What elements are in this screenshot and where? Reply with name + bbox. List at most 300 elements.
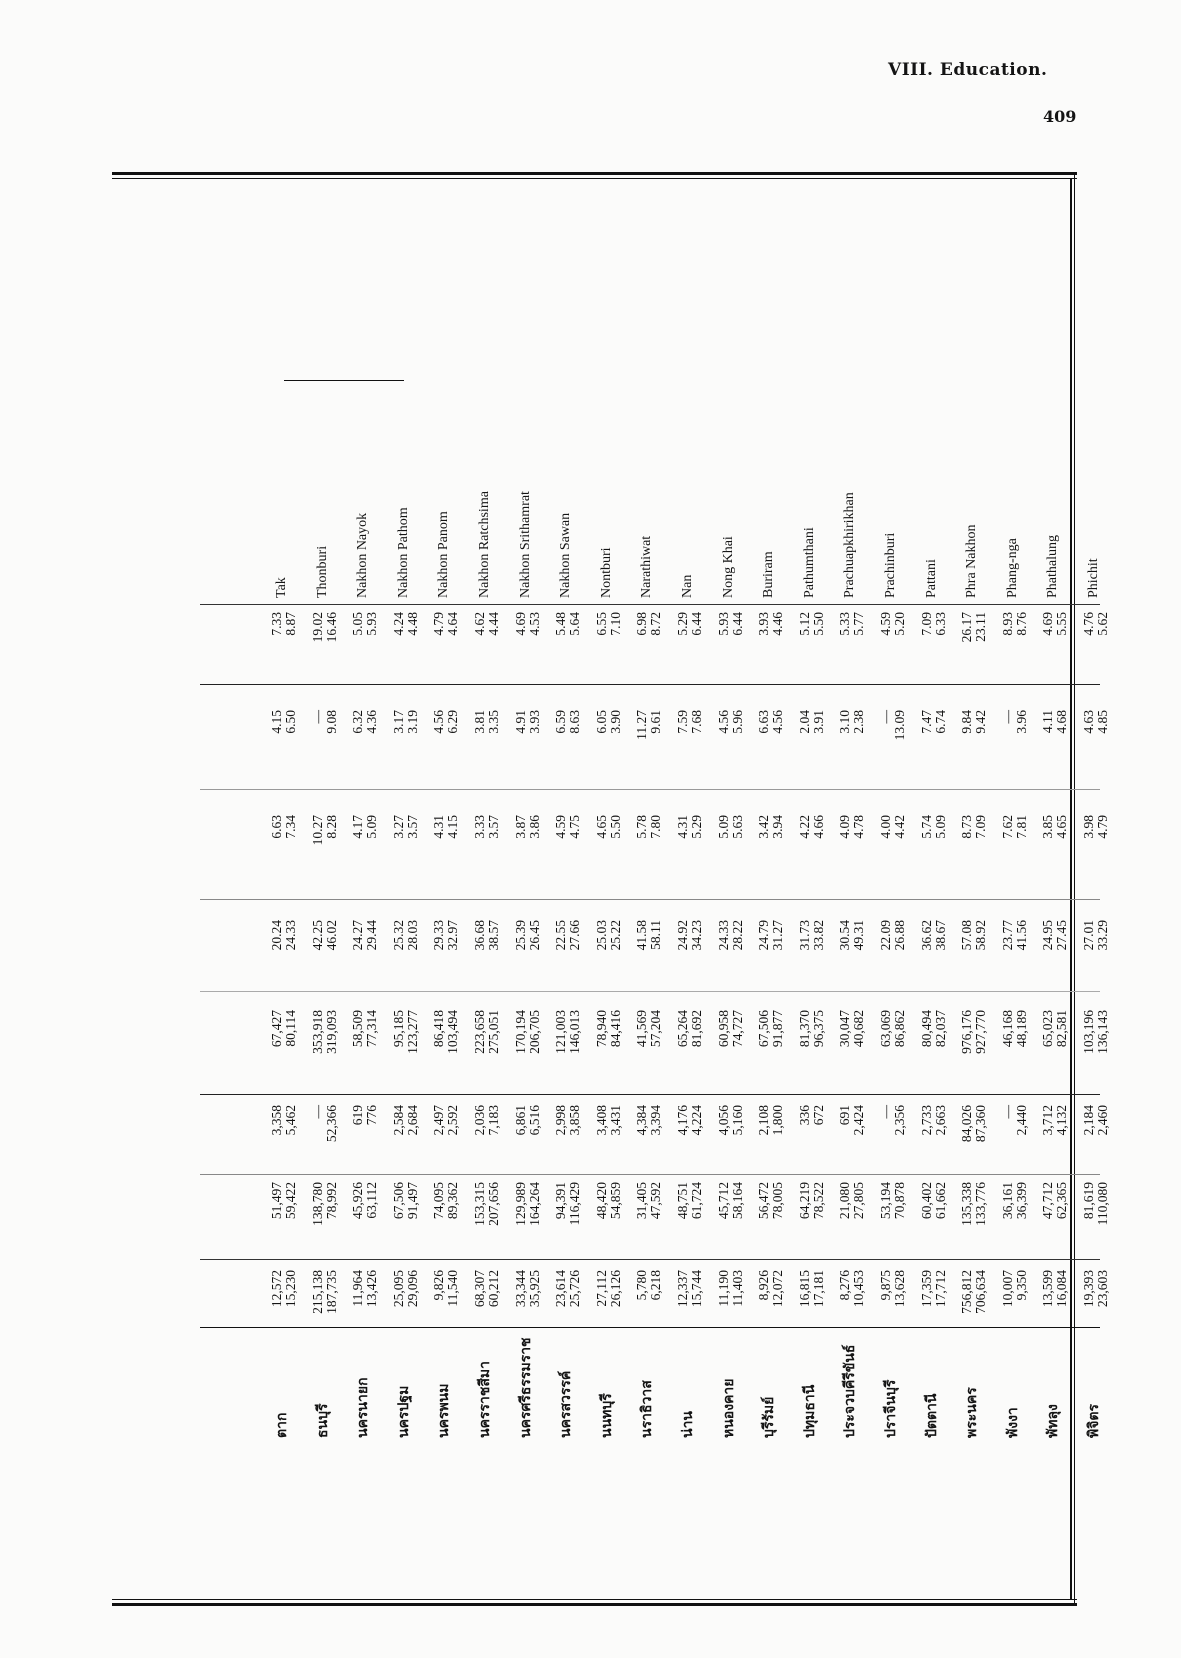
cell-value: 36,161 xyxy=(999,1182,1015,1220)
table-row xyxy=(270,360,312,1440)
cell-value: 5.05 xyxy=(350,612,366,636)
province-thai: นครสวรรค์ xyxy=(558,1370,575,1438)
province-thai: นครปฐม xyxy=(395,1385,412,1438)
cell-value: 10,453 xyxy=(851,1270,867,1308)
cell-value: 74,095 xyxy=(431,1182,447,1220)
cell-c4 xyxy=(514,1010,542,1080)
cell-c6 xyxy=(838,815,866,885)
cell-value: 58.92 xyxy=(973,920,989,951)
province-english: Nakhon Pathom xyxy=(395,507,411,598)
cell-value: 110,080 xyxy=(1095,1182,1110,1226)
cell-value: 38.67 xyxy=(932,920,948,951)
cell-c6 xyxy=(311,815,339,885)
cell-value: 8.73 xyxy=(959,815,975,839)
cell-c6 xyxy=(473,815,501,885)
cell-value: 31.73 xyxy=(796,920,812,951)
cell-value: 41,569 xyxy=(634,1010,650,1048)
cell-c6 xyxy=(351,815,379,885)
province-thai: ตาก xyxy=(274,1412,290,1438)
cell-value: 7,183 xyxy=(486,1105,501,1136)
cell-value: 7.33 xyxy=(269,612,284,636)
table-row xyxy=(351,360,393,1440)
cell-c5 xyxy=(595,920,623,990)
cell-value: 6.29 xyxy=(445,710,461,734)
bottom-rule xyxy=(112,1603,1077,1606)
cell-value: 5.29 xyxy=(675,612,690,636)
top-rule xyxy=(112,172,1077,175)
cell-value: 6.05 xyxy=(593,710,609,734)
cell-value: 3,394 xyxy=(648,1105,664,1136)
cell-value: 24.79 xyxy=(756,920,772,951)
cell-value: 4,056 xyxy=(715,1105,731,1136)
cell-value: 81,619 xyxy=(1081,1182,1096,1220)
cell-value: 12,072 xyxy=(770,1270,786,1308)
cell-value: 57,204 xyxy=(648,1010,664,1048)
cell-c5 xyxy=(311,920,339,990)
cell-value: 4,384 xyxy=(634,1105,650,1136)
cell-value: 87,360 xyxy=(973,1105,989,1143)
cell-value: 25.03 xyxy=(593,920,609,951)
cell-value: 138,780 xyxy=(309,1182,325,1226)
cell-c5 xyxy=(1041,920,1069,990)
cell-value: 2,424 xyxy=(851,1105,867,1136)
table-row xyxy=(798,360,840,1440)
cell-c6 xyxy=(920,815,948,885)
cell-value: 36.68 xyxy=(472,920,487,951)
province-english: Nakhon Nayok xyxy=(355,512,371,598)
cell-c5 xyxy=(1001,920,1029,990)
cell-value: 91,877 xyxy=(770,1010,786,1048)
cell-c7 xyxy=(270,710,298,780)
cell-value: 5,780 xyxy=(634,1270,650,1301)
cell-value: 8.76 xyxy=(1013,612,1029,636)
cell-c5 xyxy=(392,920,420,990)
cell-value: 5.48 xyxy=(553,612,569,636)
cell-value: 8.93 xyxy=(999,612,1015,636)
cell-value: 8,276 xyxy=(837,1270,853,1301)
cell-value: 103,494 xyxy=(445,1010,461,1054)
cell-value: 4.66 xyxy=(810,815,826,839)
cell-value: 4.46 xyxy=(770,612,786,636)
cell-value: 4.64 xyxy=(445,612,461,636)
cell-value: 5,462 xyxy=(283,1105,298,1136)
cell-c7 xyxy=(920,710,948,780)
province-thai: ธนบุรี xyxy=(314,1403,331,1438)
cell-value: 78,522 xyxy=(810,1182,826,1220)
province-english: Narathiwat xyxy=(639,535,655,598)
cell-value: 31,405 xyxy=(634,1182,650,1220)
province-english: Tak xyxy=(274,577,289,598)
cell-value: 91,497 xyxy=(404,1182,420,1220)
cell-c6 xyxy=(270,815,298,885)
cell-value: 21,080 xyxy=(837,1182,853,1220)
cell-value: 80,494 xyxy=(918,1010,934,1048)
cell-value: 9.84 xyxy=(959,710,975,734)
cell-value: 5.29 xyxy=(689,815,704,839)
cell-c6 xyxy=(717,815,745,885)
cell-value: 6.98 xyxy=(634,612,650,636)
cell-value: 5.74 xyxy=(918,815,934,839)
cell-value: 2,184 xyxy=(1081,1105,1096,1136)
province-english: Nakhon Srithamrat xyxy=(517,491,533,598)
cell-value: 3.35 xyxy=(486,710,501,734)
cell-c4 xyxy=(879,1010,907,1080)
cell-value: 9,875 xyxy=(878,1270,893,1301)
cell-c6 xyxy=(1082,815,1110,885)
cell-value: 25,095 xyxy=(390,1270,406,1308)
cell-value: 78,992 xyxy=(323,1182,339,1220)
cell-value: 353,918 xyxy=(309,1010,325,1054)
cell-value: 4.48 xyxy=(404,612,420,636)
cell-value: 2.38 xyxy=(851,710,867,734)
cell-value: 42.25 xyxy=(309,920,325,951)
cell-c8 xyxy=(432,612,460,682)
cell-c2 xyxy=(960,1182,988,1252)
cell-value: 4,224 xyxy=(689,1105,704,1136)
cell-value: 15,744 xyxy=(689,1270,704,1308)
province-thai: พังงา xyxy=(1004,1407,1021,1438)
cell-value: 41.58 xyxy=(634,920,650,951)
cell-c5 xyxy=(270,920,298,990)
cell-value: 40,682 xyxy=(851,1010,867,1048)
province-thai: ปทุมธานี xyxy=(801,1384,818,1438)
province-thai: นครศรีธรรมราช xyxy=(517,1337,534,1438)
cell-value: 2,663 xyxy=(932,1105,948,1136)
cell-c8 xyxy=(879,612,907,682)
province-english: Nakhon Panom xyxy=(436,511,452,598)
cell-c2 xyxy=(473,1182,501,1252)
cell-value: 34.23 xyxy=(689,920,704,951)
cell-value: 11,964 xyxy=(350,1270,366,1307)
cell-value: 756,812 xyxy=(959,1270,975,1314)
cell-value: 62,365 xyxy=(1054,1182,1070,1220)
cell-value: 27.45 xyxy=(1054,920,1070,951)
cell-value: 6,516 xyxy=(526,1105,542,1136)
cell-value: 28.03 xyxy=(404,920,420,951)
province-thai: นนทบุรี xyxy=(598,1393,615,1438)
table-row xyxy=(514,360,556,1440)
cell-value: 3.81 xyxy=(472,710,487,734)
cell-value: 2,998 xyxy=(553,1105,569,1136)
cell-c8 xyxy=(635,612,663,682)
cell-c1 xyxy=(351,1270,379,1340)
cell-c4 xyxy=(270,1010,298,1080)
cell-value: 3.33 xyxy=(472,815,487,839)
cell-value: 45,926 xyxy=(350,1182,366,1220)
cell-value: 23.77 xyxy=(999,920,1015,951)
cell-value: 3.93 xyxy=(526,710,542,734)
cell-value: 15,230 xyxy=(283,1270,298,1308)
cell-c3 xyxy=(879,1105,907,1175)
cell-c3 xyxy=(635,1105,663,1175)
cell-c3 xyxy=(554,1105,582,1175)
cell-c1 xyxy=(838,1270,866,1340)
province-english: Prachinburi xyxy=(883,532,898,598)
province-thai: พิจิตร xyxy=(1086,1403,1102,1438)
cell-c1 xyxy=(392,1270,420,1340)
cell-value: 3.93 xyxy=(756,612,772,636)
cell-value: 7.47 xyxy=(918,710,934,734)
cell-c6 xyxy=(392,815,420,885)
cell-c3 xyxy=(757,1105,785,1175)
cell-value: 65,023 xyxy=(1040,1010,1056,1048)
province-thai: น่าน xyxy=(680,1410,696,1438)
cell-value: 5.50 xyxy=(607,815,623,839)
cell-c2 xyxy=(1041,1182,1069,1252)
cell-c5 xyxy=(838,920,866,990)
cell-c3 xyxy=(595,1105,623,1175)
cell-c5 xyxy=(554,920,582,990)
cell-value: 23,603 xyxy=(1095,1270,1110,1308)
cell-value: 4,132 xyxy=(1054,1105,1070,1136)
cell-c5 xyxy=(676,920,704,990)
cell-value: 5.63 xyxy=(729,815,745,839)
cell-c4 xyxy=(473,1010,501,1080)
cell-c8 xyxy=(717,612,745,682)
cell-c8 xyxy=(798,612,826,682)
cell-c7 xyxy=(473,710,501,780)
cell-value: 4.15 xyxy=(269,710,284,734)
cell-value: 319,093 xyxy=(323,1010,339,1054)
cell-c2 xyxy=(757,1182,785,1252)
cell-value: 4.69 xyxy=(1040,612,1056,636)
cell-value: 7.81 xyxy=(1013,815,1029,839)
cell-c3 xyxy=(351,1105,379,1175)
cell-c8 xyxy=(392,612,420,682)
cell-value: 82,037 xyxy=(932,1010,948,1048)
cell-c4 xyxy=(432,1010,460,1080)
province-english: Pattani xyxy=(923,559,939,598)
cell-value: 336 xyxy=(796,1105,812,1126)
cell-c2 xyxy=(1001,1182,1029,1252)
province-thai: ประจวบคีรีขันธ์ xyxy=(842,1344,859,1438)
cell-value: 3.98 xyxy=(1081,815,1096,839)
cell-value: 4.17 xyxy=(350,815,366,839)
cell-c8 xyxy=(595,612,623,682)
cell-c2 xyxy=(717,1182,745,1252)
province-english: Nan xyxy=(680,574,695,598)
cell-c4 xyxy=(1041,1010,1069,1080)
cell-value: — xyxy=(999,1105,1015,1119)
table-row xyxy=(1001,360,1043,1440)
cell-value: 3.19 xyxy=(404,710,420,734)
cell-value: 5.09 xyxy=(715,815,731,839)
cell-value: 6.74 xyxy=(932,710,948,734)
cell-value: 27,112 xyxy=(593,1270,609,1307)
cell-c3 xyxy=(473,1105,501,1175)
cell-value: 4.00 xyxy=(878,815,893,839)
cell-value: 4.42 xyxy=(892,815,907,839)
cell-value: 95,185 xyxy=(390,1010,406,1048)
cell-c8 xyxy=(514,612,542,682)
cell-value: 30,047 xyxy=(837,1010,853,1048)
column-separator xyxy=(200,604,1100,605)
cell-value: 135,338 xyxy=(959,1182,975,1226)
cell-value: 68,307 xyxy=(472,1270,487,1308)
table-row xyxy=(595,360,637,1440)
cell-value: 2,497 xyxy=(431,1105,447,1136)
cell-value: 11,540 xyxy=(445,1270,461,1307)
cell-value: 6.63 xyxy=(269,815,284,839)
cell-c7 xyxy=(960,710,988,780)
cell-value: 3.27 xyxy=(390,815,406,839)
cell-value: 3,408 xyxy=(593,1105,609,1136)
cell-value: 4.44 xyxy=(486,612,501,636)
cell-c6 xyxy=(514,815,542,885)
cell-value: 17,359 xyxy=(918,1270,934,1308)
cell-c8 xyxy=(1082,612,1110,682)
cell-value: 123,277 xyxy=(404,1010,420,1054)
cell-value: 16,815 xyxy=(796,1270,812,1308)
cell-value: 153,315 xyxy=(472,1182,487,1226)
cell-value: 17,181 xyxy=(810,1270,826,1308)
cell-value: 4.65 xyxy=(593,815,609,839)
cell-value: 13.09 xyxy=(892,710,907,741)
cell-value: 170,194 xyxy=(512,1010,528,1054)
cell-value: 7.59 xyxy=(675,710,690,734)
cell-value: 9,350 xyxy=(1013,1270,1029,1301)
cell-value: 2,684 xyxy=(404,1105,420,1136)
cell-value: 5.78 xyxy=(634,815,650,839)
cell-c2 xyxy=(798,1182,826,1252)
cell-c8 xyxy=(757,612,785,682)
province-english: Prachuapkhirikhan xyxy=(842,492,858,598)
cell-value: 3.85 xyxy=(1040,815,1056,839)
column-separator xyxy=(200,789,1100,790)
cell-c7 xyxy=(635,710,663,780)
province-thai: นครพนม xyxy=(436,1383,453,1438)
cell-c7 xyxy=(1001,710,1029,780)
cell-c1 xyxy=(757,1270,785,1340)
cell-value: 60,212 xyxy=(486,1270,501,1308)
bottom-rule-thin xyxy=(112,1599,1077,1600)
cell-c7 xyxy=(717,710,745,780)
cell-value: 5.62 xyxy=(1095,612,1110,636)
cell-value: 4,176 xyxy=(675,1105,690,1136)
cell-c5 xyxy=(920,920,948,990)
cell-c3 xyxy=(1082,1105,1110,1175)
cell-c2 xyxy=(595,1182,623,1252)
cell-value: 13,426 xyxy=(364,1270,380,1308)
cell-c4 xyxy=(920,1010,948,1080)
cell-value: 5.50 xyxy=(810,612,826,636)
cell-value: 48,420 xyxy=(593,1182,609,1220)
cell-value: 94,391 xyxy=(553,1182,569,1220)
cell-value: 4.79 xyxy=(1095,815,1110,839)
province-thai: นครนายก xyxy=(355,1377,372,1438)
cell-c2 xyxy=(311,1182,339,1252)
cell-value: 23,614 xyxy=(553,1270,569,1308)
cell-value: 8.63 xyxy=(567,710,583,734)
cell-value: 4.56 xyxy=(770,710,786,734)
cell-value: 41.56 xyxy=(1013,920,1029,951)
cell-value: 10.27 xyxy=(309,815,325,846)
cell-value: 86,862 xyxy=(892,1010,907,1048)
cell-value: 61,662 xyxy=(932,1182,948,1220)
cell-value: 121,003 xyxy=(553,1010,569,1054)
cell-value: 6.55 xyxy=(593,612,609,636)
cell-value: 84,026 xyxy=(959,1105,975,1143)
cell-c7 xyxy=(838,710,866,780)
cell-c7 xyxy=(757,710,785,780)
cell-c4 xyxy=(554,1010,582,1080)
cell-c6 xyxy=(798,815,826,885)
cell-value: 46.02 xyxy=(323,920,339,951)
cell-value: 5.12 xyxy=(796,612,812,636)
cell-value: 2,460 xyxy=(1095,1105,1110,1136)
table-row xyxy=(635,360,677,1440)
page-number: 409 xyxy=(1043,107,1077,126)
cell-c5 xyxy=(960,920,988,990)
cell-value: 146,013 xyxy=(567,1010,583,1054)
cell-c2 xyxy=(351,1182,379,1252)
cell-c7 xyxy=(595,710,623,780)
cell-value: 65,264 xyxy=(675,1010,690,1048)
province-english: Nontburi xyxy=(598,547,614,598)
cell-value: 3.10 xyxy=(837,710,853,734)
cell-value: 4.65 xyxy=(1054,815,1070,839)
province-english: Phra Nakhon xyxy=(964,524,980,598)
cell-value: 5.93 xyxy=(364,612,380,636)
cell-value: 82,581 xyxy=(1054,1010,1070,1048)
cell-value: 23.11 xyxy=(973,612,989,642)
cell-value: 9,826 xyxy=(431,1270,447,1301)
cell-c4 xyxy=(717,1010,745,1080)
cell-value: 776 xyxy=(364,1105,380,1126)
cell-value: 33.82 xyxy=(810,920,826,951)
cell-value: 24.33 xyxy=(283,920,298,951)
cell-c5 xyxy=(473,920,501,990)
cell-value: 28.22 xyxy=(729,920,745,951)
table-row xyxy=(473,360,515,1440)
cell-value: 77,314 xyxy=(364,1010,380,1048)
cell-c2 xyxy=(635,1182,663,1252)
cell-value: 4.11 xyxy=(1040,710,1056,734)
cell-value: 67,506 xyxy=(390,1182,406,1220)
cell-value: — xyxy=(999,710,1015,724)
cell-value: 7.62 xyxy=(999,815,1015,839)
cell-value: 78,940 xyxy=(593,1010,609,1048)
cell-c3 xyxy=(920,1105,948,1175)
cell-value: 223,658 xyxy=(472,1010,487,1054)
cell-value: 33,344 xyxy=(512,1270,528,1308)
cell-value: 3.91 xyxy=(810,710,826,734)
cell-value: 4.31 xyxy=(675,815,690,839)
cell-value: 26.88 xyxy=(892,920,907,951)
cell-value: 6,861 xyxy=(512,1105,528,1136)
cell-c2 xyxy=(514,1182,542,1252)
cell-value: 3.42 xyxy=(756,815,772,839)
cell-c1 xyxy=(1082,1270,1110,1340)
cell-value: 3.17 xyxy=(390,710,406,734)
cell-value: 164,264 xyxy=(526,1182,542,1226)
cell-value: — xyxy=(309,710,325,724)
cell-value: 2,733 xyxy=(918,1105,934,1136)
cell-value: 7.68 xyxy=(689,710,704,734)
cell-value: 4.56 xyxy=(715,710,731,734)
cell-value: 81,692 xyxy=(689,1010,704,1048)
cell-c8 xyxy=(351,612,379,682)
province-english: Phathalung xyxy=(1045,535,1061,598)
table-row xyxy=(676,360,718,1440)
cell-c1 xyxy=(635,1270,663,1340)
cell-value: 3.57 xyxy=(404,815,420,839)
cell-c1 xyxy=(595,1270,623,1340)
cell-value: 89,362 xyxy=(445,1182,461,1220)
cell-c5 xyxy=(351,920,379,990)
cell-c3 xyxy=(1041,1105,1069,1175)
table-row xyxy=(1082,360,1124,1440)
